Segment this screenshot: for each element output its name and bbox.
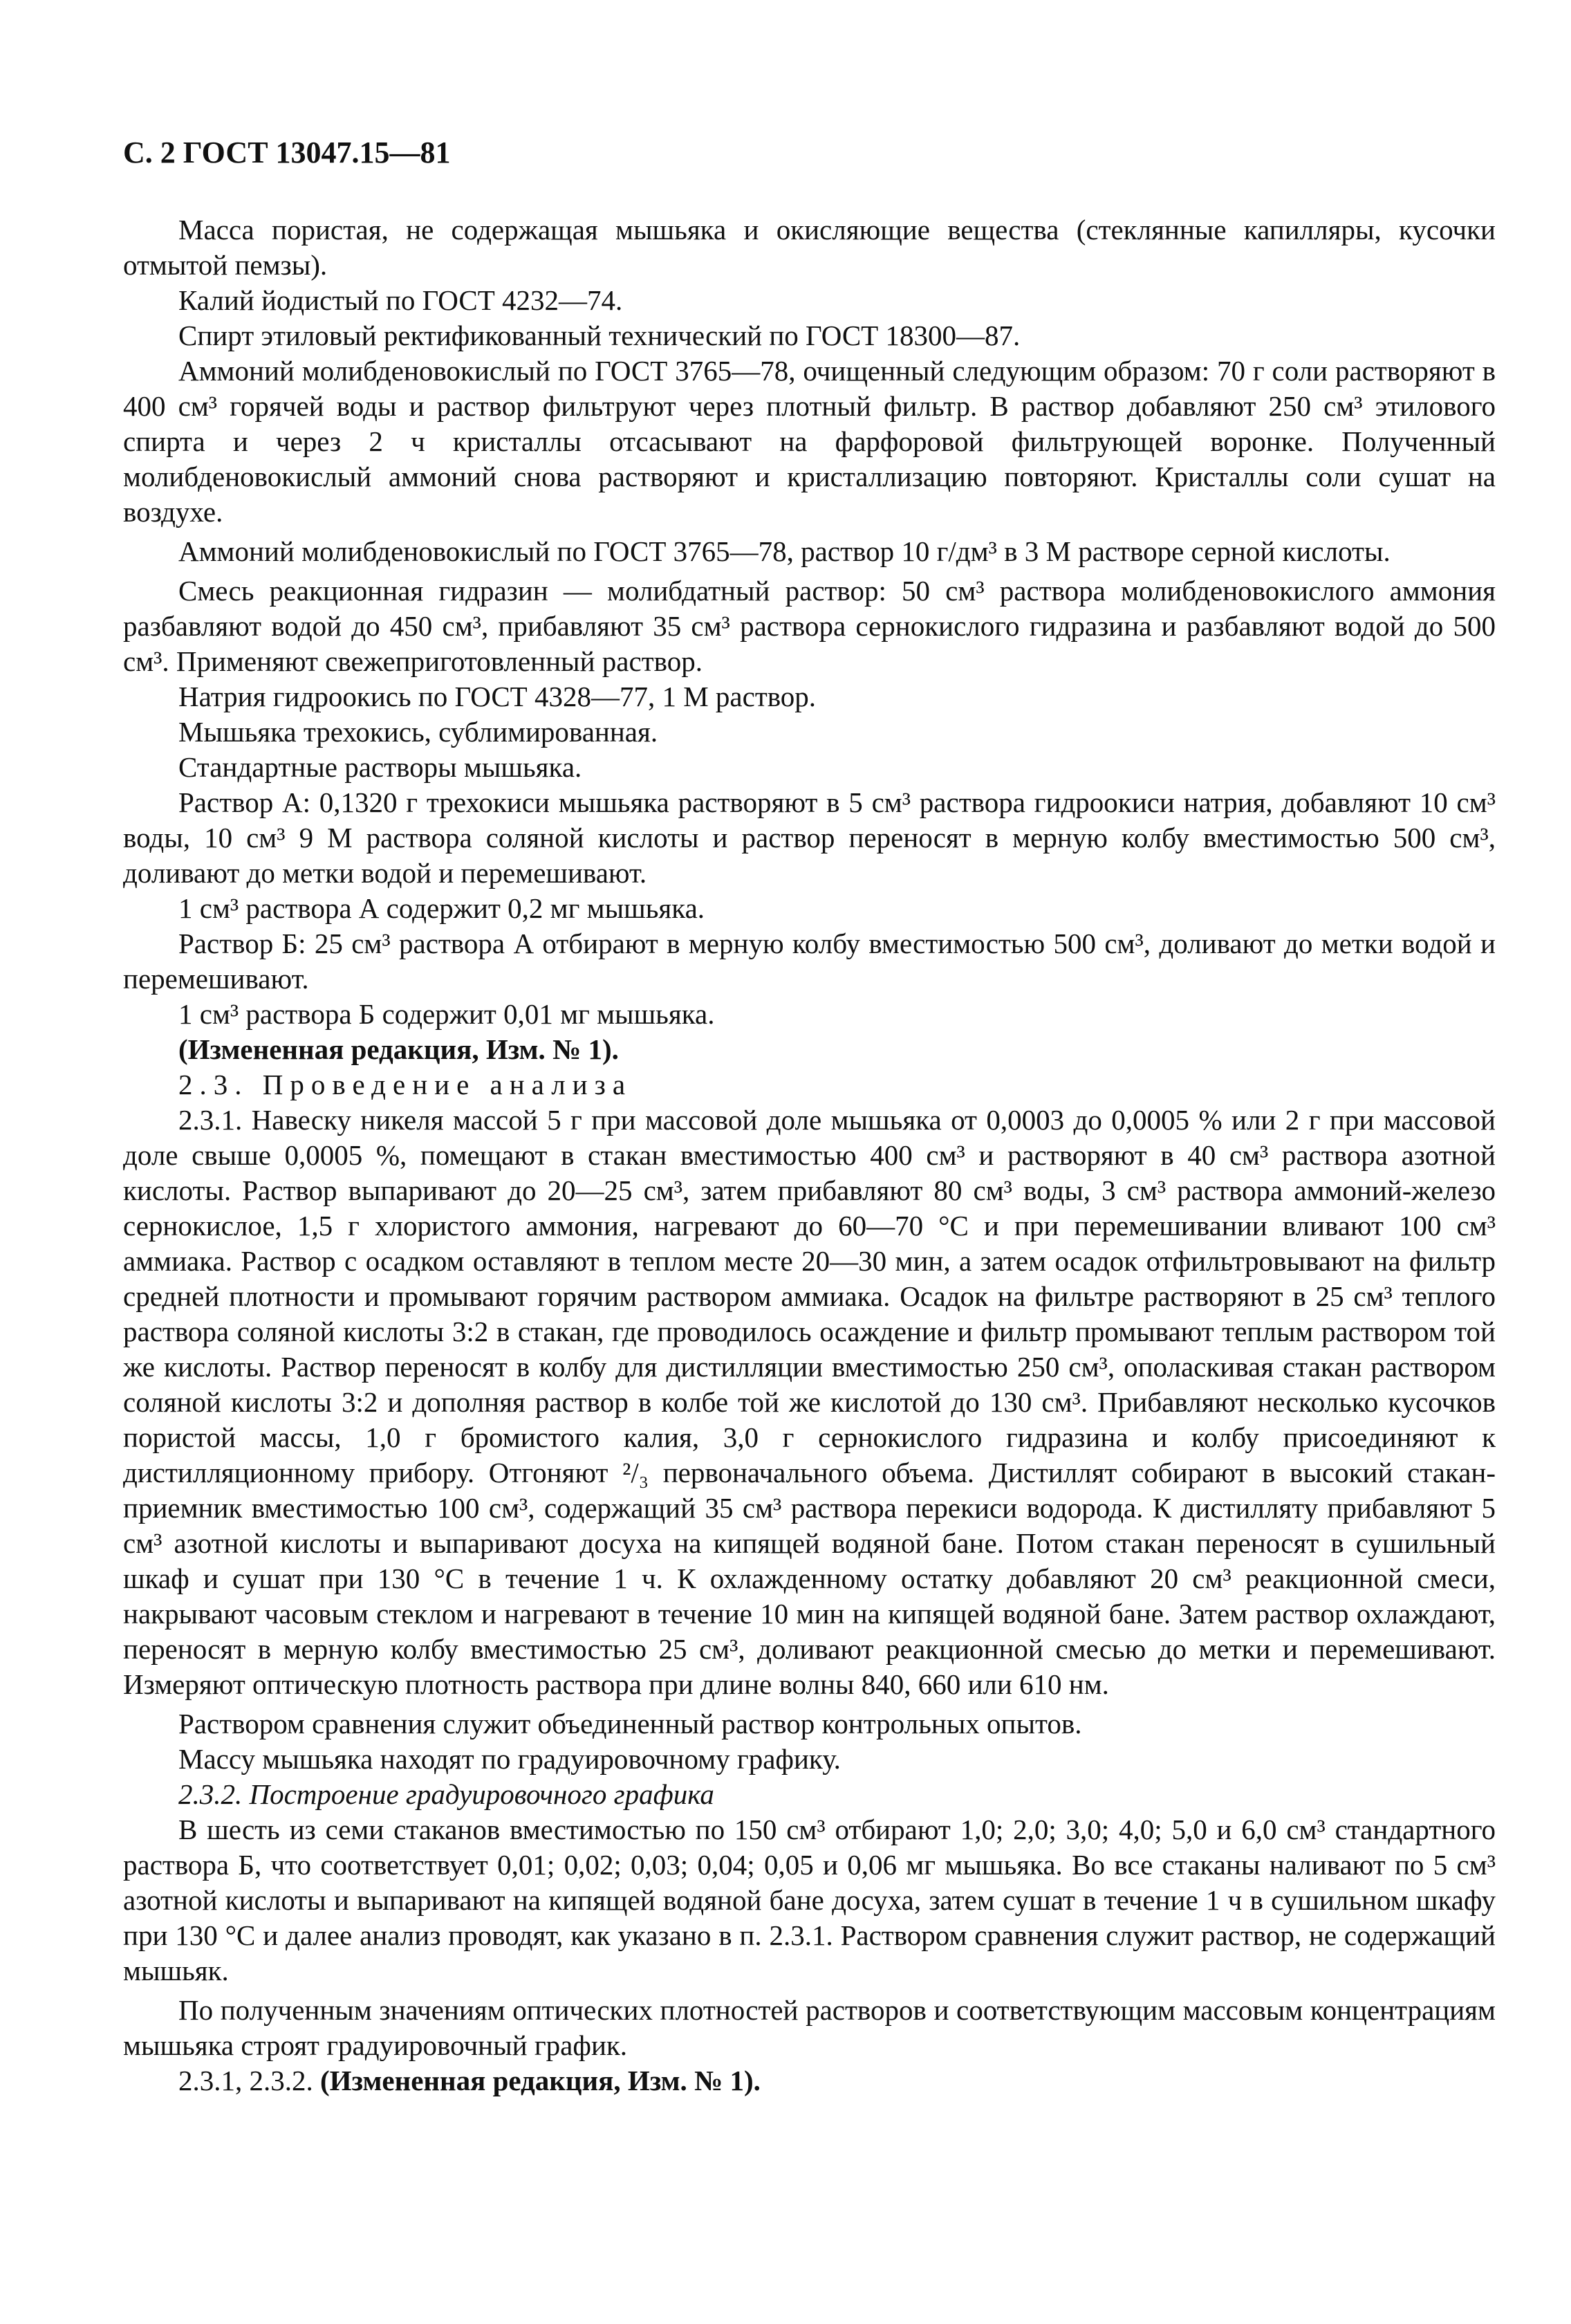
paragraph-calibration-graph: По полученным значениям оптических плотностей растворов и соответствующим массовым концентрациям мышьяка строят градуировочный график. [123, 1994, 1496, 2061]
paragraph-solution-a-content: 1 см³ раствора А содержит 0,2 мг мышьяка. [178, 892, 705, 924]
paragraph-mass-determination: Массу мышьяка находят по градуировочному графику. [178, 1743, 841, 1775]
paragraph-porous-mass: Масса пористая, не содержащая мышьяка и окисляющие вещества (стеклянные капилляры, кусочки отмытой пемзы). [123, 214, 1496, 281]
paragraph-ammonium-molybdate-purified: Аммоний молибденовокислый по ГОСТ 3765—78, очищенный следующим образом: 70 г соли растворяют в 400 см³ горячей воды и раствор фильтруют через плотный фильтр. В раствор добавляют 250 см³ этилового спирта и через 2 ч кристаллы отсасывают на фарфоровой фильтрующей воронке. Полученный молибденовокислый аммоний снова растворяют и кристаллизацию повторяют. Кристаллы соли сушат на воздухе. [123, 355, 1496, 528]
paragraph-potassium-iodide: Калий йодистый по ГОСТ 4232—74. [178, 284, 623, 316]
paragraph-reaction-mixture: Смесь реакционная гидразин — молибдатный раствор: 50 см³ раствора молибденовокислого аммония разбавляют водой до 450 см³, прибавляют 35 см³ раствора сернокислого гидразина и разбавляют водой до 500 см³. Применяют свежеприготовленный раствор. [123, 575, 1496, 677]
amendment-note: (Измененная редакция, Изм. № 1). [178, 1033, 619, 1065]
paragraph-sodium-hydroxide: Натрия гидроокись по ГОСТ 4328—77, 1 М раствор. [178, 681, 817, 712]
paragraph-ammonium-molybdate-solution: Аммоний молибденовокислый по ГОСТ 3765—78, раствор 10 г/дм³ в 3 М растворе серной кислоты. [178, 535, 1391, 567]
paragraph-2-3-1-procedure: 2.3.1. Навеску никеля массой 5 г при массовой доле мышьяка от 0,0003 до 0,0005 % или 2 г при массовой доле свыше 0,0005 %, помещают в стакан вместимостью 400 см³ и растворяют в 40 см³ раствора азотной кислоты. Раствор выпаривают до 20—25 см³, затем прибавляют 80 см³ воды, 3 см³ раствора аммоний-железо сернокислое, 1,5 г хлористого аммония, нагревают до 60—70 °С и при перемешивании вливают 100 см³ аммиака. Раствор с осадком оставляют в теплом месте 20—30 мин, а затем осадок отфильтровывают на фильтр средней плотности и промывают горячим раствором аммиака. Осадок на фильтре растворяют в 25 см³ теплого раствора соляной кислоты 3:2 в стакан, где проводилось осаждение и фильтр промывают теплым раствором той же кислоты. Раствор переносят в колбу для дистилляции вместимостью 250 см³, ополаскивая стакан раствором соляной кислоты 3:2 и дополняя раствор в колбе той же кислотой до 130 см³. Прибавляют несколько кусочков пористой массы, 1,0 г бромистого калия, 3,0 г сернокислого гидразина и колбу присоединяют к дистилляционному прибору. Отгоняют ²/₃ первоначального объема. Дистиллят собирают в высокий стакан-приемник вместимостью 100 см³, содержащий 35 см³ раствора перекиси водорода. К дистилляту прибавляют 5 см³ азотной кислоты и выпаривают досуха на кипящей водяной бане. Потом стакан переносят в сушильный шкаф и сушат при 130 °С в течение 1 ч. К охлажденному остатку добавляют 20 см³ реакционной смеси, накрывают часовым стеклом и нагревают в течение 10 мин на кипящей водяной бане. Затем раствор охлаждают, переносят в мерную колбу вместимостью 25 см³, доливают реакционной смесью до метки и перемешивают. Измеряют оптическую плотность раствора при длине волны 840, 660 или 610 нм. [123, 1104, 1496, 1700]
paragraph-solution-b-content: 1 см³ раствора Б содержит 0,01 мг мышьяка. [178, 998, 715, 1030]
paragraph-standard-solutions: Стандартные растворы мышьяка. [178, 751, 582, 783]
final-reference: 2.3.1, 2.3.2. [178, 2065, 313, 2096]
final-amendment-line [123, 2063, 1496, 2099]
paragraph-solution-a: Раствор А: 0,1320 г трехокиси мышьяка растворяют в 5 см³ раствора гидроокиси натрия, добавляют 10 см³ воды, 10 см³ 9 М раствора соляной кислоты и раствор переносят в мерную колбу вместимостью 500 см³, доливают до метки водой и перемешивают. [123, 786, 1496, 889]
section-heading-calibration: 2.3.2. Построение градуировочного графика [178, 1778, 714, 1810]
section-heading-analysis: 2.3. Проведение анализа [178, 1069, 633, 1100]
document-page [123, 135, 1496, 2099]
paragraph-ethyl-alcohol: Спирт этиловый ректификованный технический по ГОСТ 18300—87. [178, 320, 1021, 351]
page-header: С. 2 ГОСТ 13047.15—81 [123, 136, 451, 169]
paragraph-2-3-2-calibration: В шесть из семи стаканов вместимостью по 150 см³ отбирают 1,0; 2,0; 3,0; 4,0; 5,0 и 6,0 см³ стандартного раствора Б, что соответствует 0,01; 0,02; 0,03; 0,04; 0,05 и 0,06 мг мышьяка. Во все стаканы наливают по 5 см³ азотной кислоты и выпаривают на кипящей водяной бане досуха, затем сушат в течение 1 ч в сушильном шкафу при 130 °С и далее анализ проводят, как указано в п. 2.3.1. Раствором сравнения служит раствор, не содержащий мышьяк. [123, 1814, 1496, 1986]
paragraph-arsenic-trioxide: Мышьяка трехокись, сублимированная. [178, 716, 658, 748]
final-amendment-note: (Измененная редакция, Изм. № 1). [320, 2065, 761, 2096]
paragraph-reference-solution: Раствором сравнения служит объединенный раствор контрольных опытов. [178, 1708, 1082, 1740]
paragraph-solution-b: Раствор Б: 25 см³ раствора А отбирают в мерную колбу вместимостью 500 см³, доливают до метки водой и перемешивают. [123, 928, 1496, 995]
